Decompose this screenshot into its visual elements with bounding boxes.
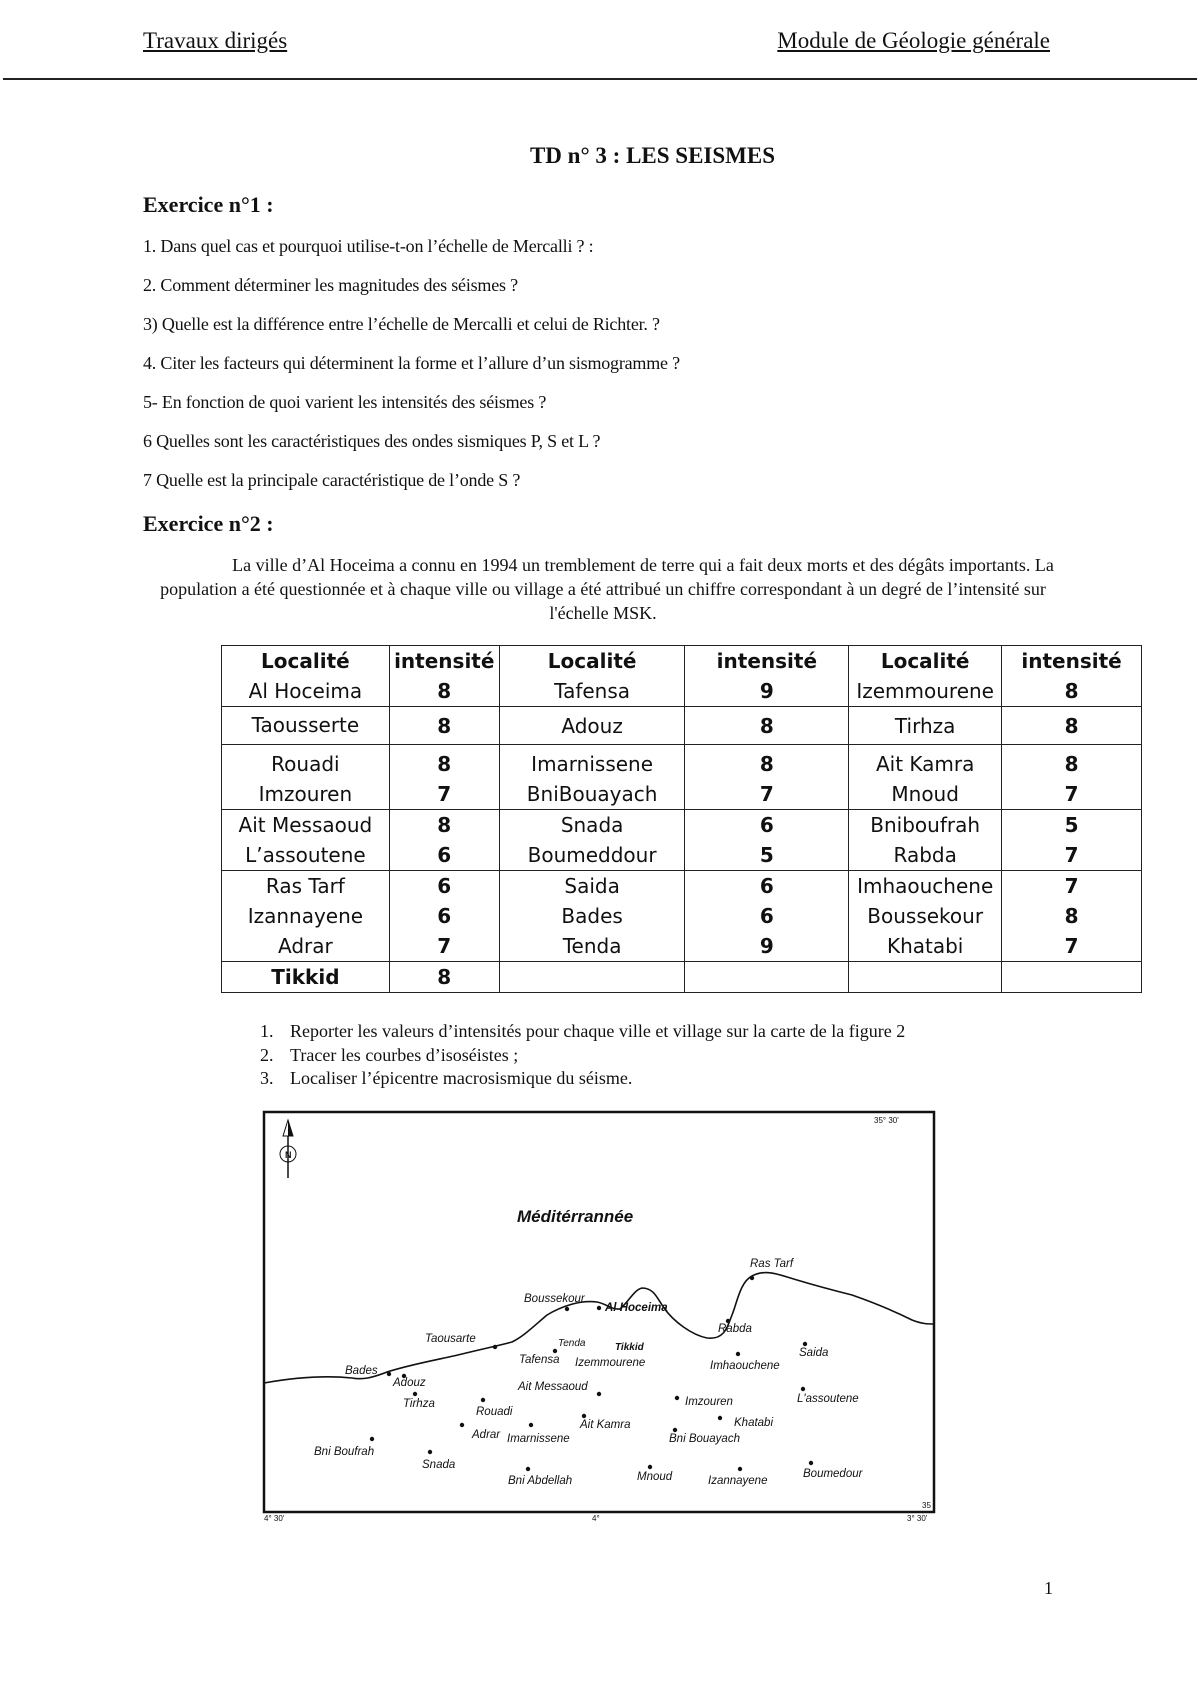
place-label: Tafensa — [519, 1354, 560, 1366]
page-title: TD n° 3 : LES SEISMES — [529, 143, 776, 168]
place-label: Izemmourene — [575, 1357, 646, 1369]
table-cell: Taousserte — [222, 707, 390, 745]
header-rule — [3, 78, 1197, 80]
table-cell: Rouadi Imzouren — [222, 745, 390, 810]
exercise2-intro: La ville d’Al Hoceima a connu en 1994 un tremblement de terre qui a fait deux morts et des dégâts importants. La population a été questionnée et à chaque ville ou village a été attribué un chiffre correspondant à un degré de l’intensité sur l'échelle MSK. — [160, 555, 1054, 623]
task-item: 1. Reporter les valeurs d’intensités pour chaque ville et village sur la carte de la figure 2 — [278, 1020, 905, 1044]
sea-label: Méditérrannée — [517, 1207, 634, 1226]
place-label: Boussekour — [524, 1293, 585, 1305]
place-label: Taousarte — [425, 1333, 476, 1345]
table-cell: 8 7 — [389, 745, 499, 810]
question-2: 2. Comment déterminer les magnitudes des séismes ? — [143, 275, 518, 295]
place-label: Al Hoceima — [605, 1302, 668, 1314]
table-cell: intensité 9 — [685, 646, 849, 707]
page-number: 1 — [1044, 1578, 1053, 1598]
place-label: Bni Abdellah — [508, 1475, 573, 1487]
place-label: Imzouren — [685, 1396, 733, 1408]
table-cell: 6 6 9 — [685, 871, 849, 962]
north-label: N — [285, 1150, 292, 1160]
table-cell: Localité Izemmourene — [849, 646, 1002, 707]
table-cell — [849, 962, 1002, 993]
coord-label: 4° — [592, 1514, 600, 1522]
table-cell: intensité 8 — [1002, 646, 1142, 707]
place-label: Mnoud — [637, 1471, 673, 1483]
table-cell: 6 6 7 — [389, 871, 499, 962]
question-3: 3) Quelle est la différence entre l’échelle de Mercalli et celui de Richter. ? — [143, 314, 660, 334]
coord-label: 35° 30' — [874, 1116, 899, 1125]
table-cell: Ait Kamra Mnoud — [849, 745, 1002, 810]
seismic-map — [262, 1110, 938, 1522]
table-group — [222, 646, 1142, 707]
task-item: 2. Tracer les courbes d’isoséistes ; — [278, 1044, 905, 1068]
place-label: Snada — [422, 1459, 456, 1471]
table-cell: 6 5 — [685, 810, 849, 871]
table-cell: 8 — [1002, 707, 1142, 745]
header-right: Module de Géologie générale — [777, 28, 1050, 53]
table-cell: Saida Bades Tenda — [499, 871, 685, 962]
coord-label: 4° 30' — [264, 1514, 285, 1522]
place-label: Tenda — [558, 1338, 586, 1349]
place-label: Rabda — [718, 1323, 752, 1335]
table-cell: Tirhza — [849, 707, 1002, 745]
place-label: Bni Bouayach — [669, 1433, 740, 1445]
place-label: Bni Boufrah — [314, 1446, 375, 1458]
question-6: 6 Quelles sont les caractéristiques des ondes sismiques P, S et L ? — [143, 431, 601, 451]
table-cell: Ras Tarf Izannayene Adrar — [222, 871, 390, 962]
place-label: Khatabi — [734, 1417, 774, 1429]
question-1: 1. Dans quel cas et pourquoi utilise-t-on l’échelle de Mercalli ? : — [143, 236, 594, 256]
table-cell: 8 — [389, 707, 499, 745]
place-label: Imhaouchene — [710, 1360, 780, 1372]
table-group — [222, 707, 1142, 745]
question-7: 7 Quelle est la principale caractéristique de l’onde S ? — [143, 470, 521, 490]
question-5: 5- En fonction de quoi varient les intensités des séismes ? — [143, 392, 547, 412]
task-item: 3. Localiser l’épicentre macrosismique du séisme. — [278, 1067, 905, 1091]
table-cell: Tikkid — [222, 962, 390, 993]
place-label: Tirhza — [403, 1398, 435, 1410]
place-label: Boumedour — [803, 1468, 863, 1480]
exercise2-heading: Exercice n°2 : — [143, 511, 274, 536]
question-4: 4. Citer les facteurs qui déterminent la forme et l’allure d’un sismogramme ? — [143, 353, 680, 373]
place-label: Ait Kamra — [580, 1419, 631, 1431]
place-label: Adouz — [393, 1377, 426, 1389]
table-cell: 8 — [685, 707, 849, 745]
place-label: Imarnissene — [507, 1433, 570, 1445]
table-cell: Bniboufrah Rabda — [849, 810, 1002, 871]
table-cell — [685, 962, 849, 993]
table-cell: 8 6 — [389, 810, 499, 871]
place-label: Saida — [799, 1347, 829, 1359]
coord-label: 35 — [922, 1501, 931, 1510]
place-label: Bades — [345, 1365, 378, 1377]
table-cell — [1002, 962, 1142, 993]
table-cell — [499, 962, 685, 993]
table-cell: 5 7 — [1002, 810, 1142, 871]
table-cell: Adouz — [499, 707, 685, 745]
table-group — [222, 871, 1142, 962]
table-group — [222, 745, 1142, 810]
place-label: Izannayene — [708, 1475, 768, 1487]
place-label: Rouadi — [476, 1406, 513, 1418]
table-cell: Imhaouchene Boussekour Khatabi — [849, 871, 1002, 962]
table-cell: Ait Messaoud L’assoutene — [222, 810, 390, 871]
coord-label: 3° 30' — [907, 1514, 928, 1522]
table-group — [222, 962, 1142, 993]
place-label: Ait Messaoud — [518, 1381, 588, 1393]
place-label: Tikkid — [615, 1342, 644, 1353]
place-label: Adrar — [472, 1429, 501, 1441]
task-list — [250, 1020, 905, 1091]
table-cell: 8 7 — [1002, 745, 1142, 810]
table-cell: 8 — [389, 962, 499, 993]
exercise1-heading: Exercice n°1 : — [143, 192, 274, 217]
table-cell: 8 7 — [685, 745, 849, 810]
place-label: L'assoutene — [797, 1393, 859, 1405]
table-cell: Localité Al Hoceima — [222, 646, 390, 707]
intensity-table — [221, 645, 1142, 993]
table-cell: Snada Boumeddour — [499, 810, 685, 871]
table-cell: intensité 8 — [389, 646, 499, 707]
table-group — [222, 810, 1142, 871]
table-cell: Imarnissene BniBouayach — [499, 745, 685, 810]
table-cell: 7 8 7 — [1002, 871, 1142, 962]
header-left: Travaux dirigés — [143, 28, 288, 53]
place-label: Ras Tarf — [750, 1258, 794, 1270]
table-cell: Localité Tafensa — [499, 646, 685, 707]
